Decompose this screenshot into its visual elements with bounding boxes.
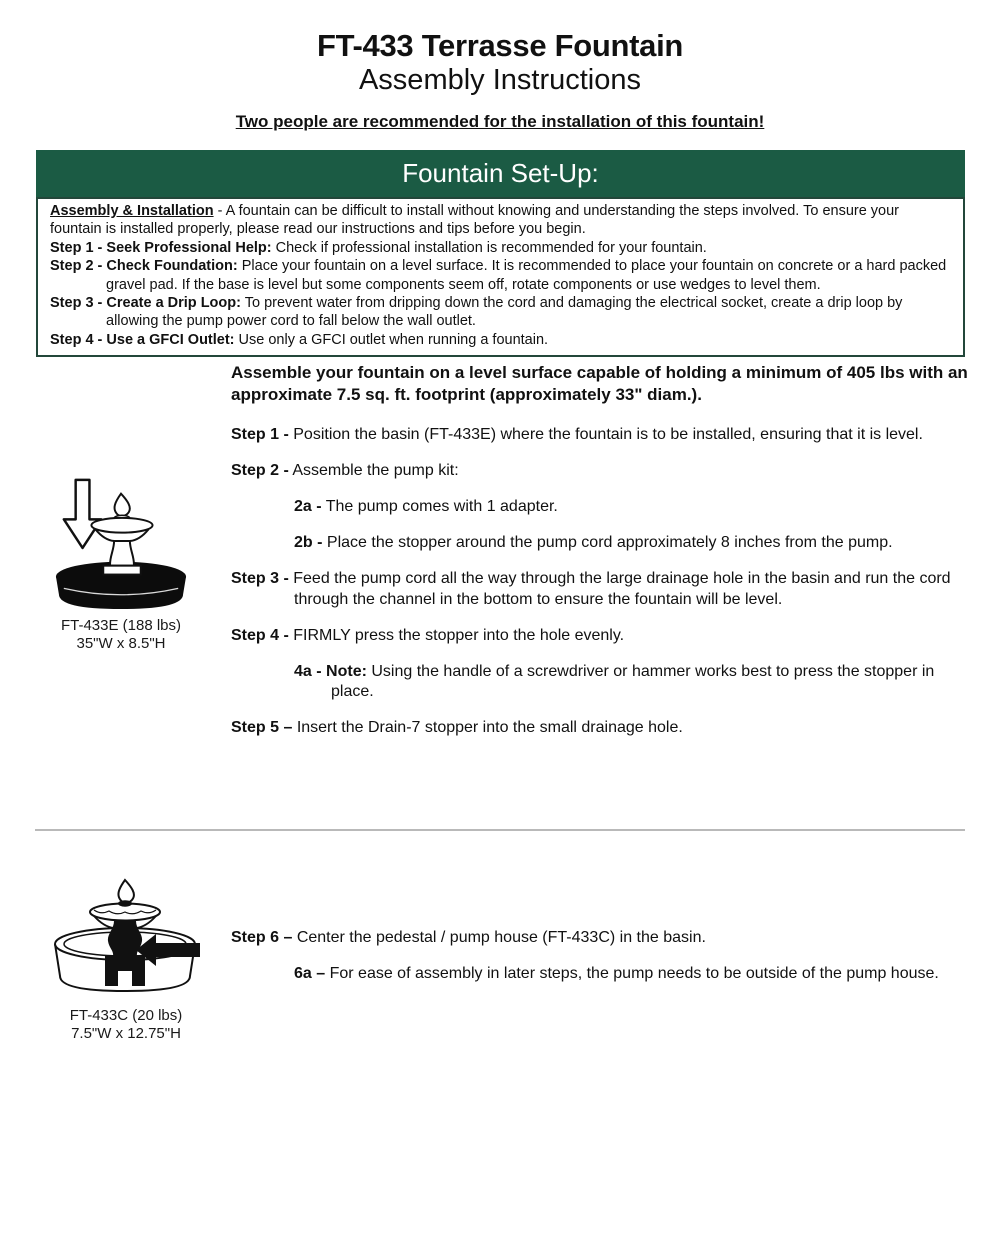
figure-caption-line1: FT-433C (20 lbs): [69, 1007, 183, 1024]
assembly-lead: Assemble your fountain on a level surface capable of holding a minimum of 405 lbs with an approximate 7.5 sq. ft. footprint (approximately 33" diam.).: [231, 363, 968, 404]
pedestal-illustration: [50, 874, 202, 1002]
setup-box: [36, 197, 965, 357]
setup-intro: [50, 202, 951, 239]
finial-base: [118, 900, 132, 906]
down-arrow-icon: [64, 480, 101, 548]
page-title: FT-433 Terrasse Fountain: [316, 28, 684, 63]
pedestal-instructions: [231, 928, 979, 1000]
assembly-step: 2b - Place the stopper around the pump cord approximately 8 inches from the pump.: [294, 534, 893, 551]
assembly-step: Step 5 – Insert the Drain-7 stopper into the small drainage hole.: [231, 719, 683, 736]
page-subtitle: Assembly Instructions: [358, 64, 642, 96]
figure-caption-line1: FT-433E (188 lbs): [60, 617, 182, 634]
assembly-instructions: [231, 362, 979, 754]
setup-intro-label: Assembly & Installation: [50, 203, 214, 219]
assembly-step: 4a - Note: Using the handle of a screwdriver or hammer works best to press the stopper in place.: [294, 662, 935, 700]
setup-header-title: Fountain Set-Up:: [402, 158, 599, 188]
fountain-top: [91, 494, 152, 575]
assembly-step: Step 3 - Feed the pump cord all the way through the large drainage hole in the basin and run the cord through the channel in the bottom to ensure the fountain will be level.: [231, 570, 951, 608]
setup-header-bar: [36, 150, 965, 197]
figure-caption: [46, 617, 196, 653]
assembly-step: Step 1 - Position the basin (FT-433E) where the fountain is to be installed, ensuring that it is level.: [231, 426, 923, 443]
figure-caption-line2: 35"W x 8.5"H: [76, 635, 166, 652]
installation-notice: Two people are recommended for the installation of this fountain!: [235, 112, 765, 131]
figure-caption-line2: 7.5"W x 12.75"H: [71, 1025, 181, 1042]
assembly-steps-list: [231, 425, 979, 739]
basin-illustration: [49, 474, 193, 612]
assembly-step: Step 4 - FIRMLY press the stopper into the hole evenly.: [231, 626, 625, 644]
setup-steps-list: [50, 239, 951, 349]
setup-step: Step 1 - Seek Professional Help: Check if professional installation is recommended for your fountain.: [50, 239, 707, 256]
pedestal-steps-list: [231, 928, 979, 985]
figure-basin-ft433e: [46, 474, 196, 653]
section-divider: [35, 829, 965, 831]
setup-step: Step 3 - Create a Drip Loop: To prevent water from dripping down the cord and damaging the electrical socket, create a drip loop by allowing the pump power cord to fall below the wall outlet.: [50, 295, 903, 330]
figure-caption: [50, 1007, 202, 1043]
figure-pedestal-ft433c: [50, 874, 202, 1043]
setup-step: Step 2 - Check Foundation: Place your fountain on a level surface. It is recommended to place your fountain on concrete or a hard packed gravel pad. If the base is level but some components seem off, rotate components or use wedges to level them.: [50, 258, 947, 293]
assembly-step: 2a - The pump comes with 1 adapter.: [294, 498, 558, 515]
assembly-step: Step 2 - Assemble the pump kit:: [231, 462, 459, 479]
setup-intro-text: - A fountain can be difficult to install without knowing and understanding the steps involved. To ensure your fountain is installed properly, please read our instructions and tips before you begin.: [50, 203, 900, 238]
assembly-step: 6a – For ease of assembly in later steps, the pump needs to be outside of the pump house.: [294, 965, 939, 982]
setup-step: Step 4 - Use a GFCI Outlet: Use only a GFCI outlet when running a fountain.: [50, 331, 549, 348]
assembly-step: Step 6 – Center the pedestal / pump house (FT-433C) in the basin.: [231, 929, 706, 946]
